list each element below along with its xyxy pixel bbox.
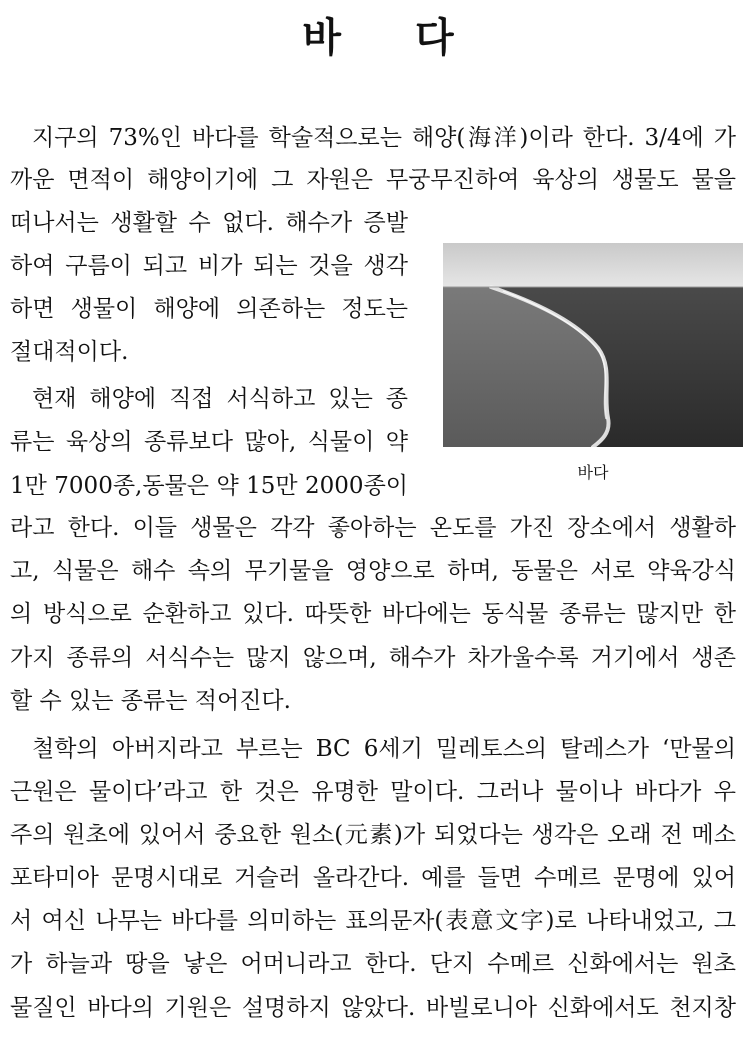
body-line: 철학의 아버지라고 부르는 BC 6세기 밀레토스의 탈레스가 ‘만물의 xyxy=(32,736,736,762)
body-line: 현재 해양에 직접 서식하고 있는 종 xyxy=(32,386,408,412)
body-line: 1만 7000종,동물은 약 15만 2000종이 xyxy=(10,473,408,499)
body-line: 고, 식물은 해수 속의 무기물을 영양으로 하며, 동물은 서로 약육강식 xyxy=(10,558,736,584)
page-title: 바 다 xyxy=(302,14,484,61)
body-line: 류는 육상의 종류보다 많아, 식물이 약 xyxy=(10,429,408,455)
body-line: 가 하늘과 땅을 낳은 어머니라고 한다. 단지 수메르 신화에서는 원초 xyxy=(10,951,736,977)
body-line: 지구의 73%인 바다를 학술적으로는 해양(海洋)이라 한다. 3/4에 가 xyxy=(32,125,736,151)
body-line: 포타미아 문명시대로 거슬러 올라간다. 예를 들면 수메르 문명에 있어 xyxy=(10,865,736,891)
body-line: 떠나서는 생활할 수 없다. 해수가 증발 xyxy=(10,210,408,236)
body-line: 의 방식으로 순환하고 있다. 따뜻한 바다에는 동식물 종류는 많지만 한 xyxy=(10,601,736,627)
photo-caption: 바다 xyxy=(577,463,609,482)
body-line: 할 수 있는 종류는 적어진다. xyxy=(10,688,291,714)
sea-photo xyxy=(443,243,743,447)
body-line: 가지 종류의 서식수는 많지 않으며, 해수가 차가울수록 거기에서 생존 xyxy=(10,645,736,671)
body-line: 주의 원초에 있어서 중요한 원소(元素)가 되었다는 생각은 오래 전 메소 xyxy=(10,822,736,848)
body-line: 절대적이다. xyxy=(10,339,129,365)
body-line: 근원은 물이다’라고 한 것은 유명한 말이다. 그러나 물이나 바다가 우 xyxy=(10,779,736,805)
body-line: 라고 한다. 이들 생물은 각각 좋아하는 온도를 가진 장소에서 생활하 xyxy=(10,515,736,541)
body-line: 하여 구름이 되고 비가 되는 것을 생각 xyxy=(10,253,408,279)
body-line: 물질인 바다의 기원은 설명하지 않았다. 바빌로니아 신화에서도 천지창 xyxy=(10,995,736,1021)
body-line: 서 여신 나무는 바다를 의미하는 표의문자(表意文字)로 나타내었고, 그 xyxy=(10,908,736,934)
body-line: 하면 생물이 해양에 의존하는 정도는 xyxy=(10,296,408,322)
body-line: 까운 면적이 해양이기에 그 자원은 무궁무진하여 육상의 생물도 물을 xyxy=(10,167,736,193)
